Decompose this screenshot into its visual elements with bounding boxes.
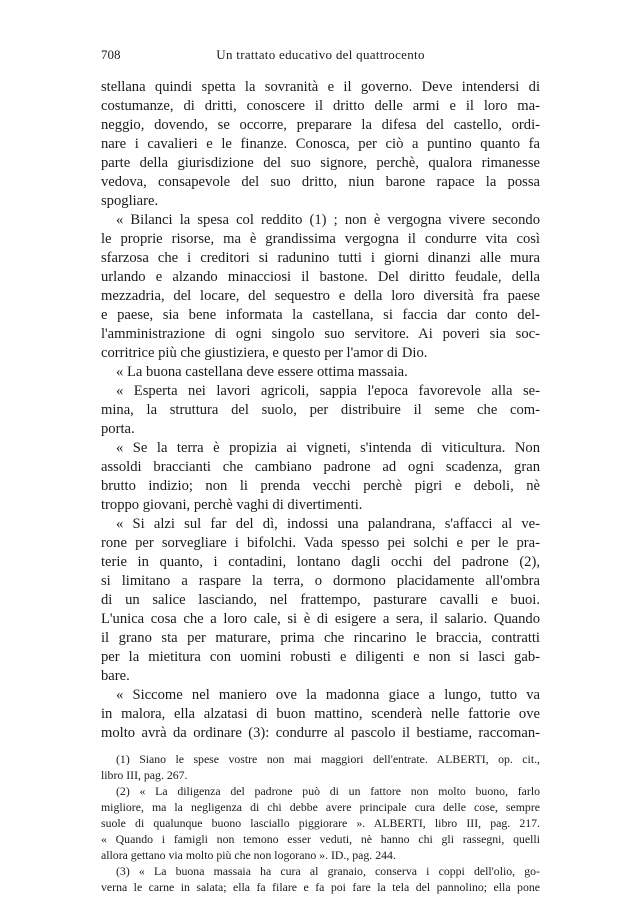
text-line: parte della giurisdizione del suo signore, perchè, qualora rimanesse (101, 155, 540, 171)
text-line: molto avrà da ordinare (3): condurre al pascolo il bestiame, raccoman- (101, 725, 540, 741)
footnote-line: libro III, pag. 267. (101, 768, 188, 782)
text-line: stellana quindi spetta la sovranità e il governo. Deve intendersi di (101, 79, 540, 95)
text-line: L'unica cosa che a loro cale, si è di esigere a sera, il salario. Quando (101, 611, 540, 627)
footnote-line: allora gettano via molto più che non logorano ». ID., pag. 244. (101, 848, 396, 862)
text-line: mezzadria, del locare, del sequestro e della loro diversità fra paese (101, 288, 540, 304)
text-line: bare. (101, 668, 130, 684)
running-title: Un trattato educativo del quattrocento (216, 47, 425, 62)
text-line: nare i cavalieri e le finanze. Conosca, per ciò a puntino quanto fa (101, 136, 540, 152)
text-line: urlando e alzando minacciosi il bastone. Del diritto feudale, della (101, 269, 540, 285)
text-line: di un salice lasciando, nel frattempo, pasturare cavalli e buoi. (101, 592, 540, 608)
text-line: vedova, consapevole del suo dritto, niun barone rapace la possa (101, 174, 540, 190)
text-line: per la mietitura con uomini robusti e diligenti e non si lasci gab- (101, 649, 540, 665)
text-line: le proprie risorse, ma è grandissima vergogna il condurre vita così (101, 231, 540, 247)
text-line: e paese, sia bene informata la castellana, si faccia dar conto del- (101, 307, 540, 323)
text-line: « Se la terra è propizia ai vigneti, s'intenda di viticultura. Non (116, 440, 540, 456)
page-number: 708 (101, 47, 121, 62)
text-line: sfarzosa che i creditori si radunino tutti i giorni dinanzi alle mura (101, 250, 540, 266)
footnote-line: verna le carne in salata; ella fa filare e fa poi fare la tela del pannolino; ella pone (101, 880, 540, 894)
text-line: « Bilanci la spesa col reddito (1) ; non è vergogna vivere secondo (116, 212, 540, 228)
text-line: il grano sta per maturare, prima che rincarino le braccia, contratti (101, 630, 540, 646)
text-line: assoldi braccianti che cambiano padrone ad ogni scadenza, gran (101, 459, 540, 475)
text-line: costumanze, di dritti, conoscere il dritto delle armi e il loro ma- (101, 98, 540, 114)
text-line: si limitano a raspare la terra, o dormono placidamente all'ombra (101, 573, 540, 589)
text-line: neggio, dovendo, se occorre, preparare la difesa del castello, ordi- (101, 117, 540, 133)
text-line: terie in quanto, i contadini, lontano dagli occhi del padrone (2), (101, 554, 540, 570)
text-line: « Si alzi sul far del dì, indossi una palandrana, s'affacci al ve- (116, 516, 540, 532)
footnote-line: « Quando i famigli non temono esser veduti, nè hanno chi gli rassegni, quelli (101, 832, 540, 846)
text-line: rone per sorvegliare i bifolchi. Vada spesso pei solchi e per le pra- (101, 535, 540, 551)
text-line: « Siccome nel maniero ove la madonna giace a lungo, tutto va (116, 687, 540, 703)
text-line: « La buona castellana deve essere ottima massaia. (116, 364, 408, 380)
text-line: l'amministrazione di ogni singolo suo servitore. Ai poveri sia soc- (101, 326, 540, 342)
page-header (101, 47, 540, 63)
text-line: troppo giovani, perchè vaghi di divertimenti. (101, 497, 363, 513)
text-line: mina, la struttura del suolo, per distribuire il seme che com- (101, 402, 540, 418)
text-line: spogliare. (101, 193, 159, 209)
text-line: porta. (101, 421, 135, 437)
footnote-line: suole di qualunque buono lasciallo piggiorare ». ALBERTI, libro III, pag. 217. (101, 816, 540, 830)
text-line: brutto indizio; non li prenda vecchi perchè pigri e deboli, nè (101, 478, 540, 494)
text-line: « Esperta nei lavori agricoli, sappia l'epoca favorevole alla se- (116, 383, 540, 399)
text-line: in malora, ella alzatasi di buon mattino, scenderà nelle fattorie ove (101, 706, 540, 722)
text-line: corritrice più che giustiziera, e questo per l'amor di Dio. (101, 345, 428, 361)
footnote-line: migliore, ma la negligenza di chi debbe avere principale cura delle cose, sempre (101, 800, 540, 814)
footnote-line: (3) « La buona massaia ha cura al granaio, conserva i coppi dell'olio, go- (116, 864, 540, 878)
footnote-line: (2) « La diligenza del padrone può di un fattore non molto buono, farlo (116, 784, 540, 798)
footnote-line: (1) Siano le spese vostre non mai maggiori dell'entrate. ALBERTI, op. cit., (116, 752, 540, 766)
